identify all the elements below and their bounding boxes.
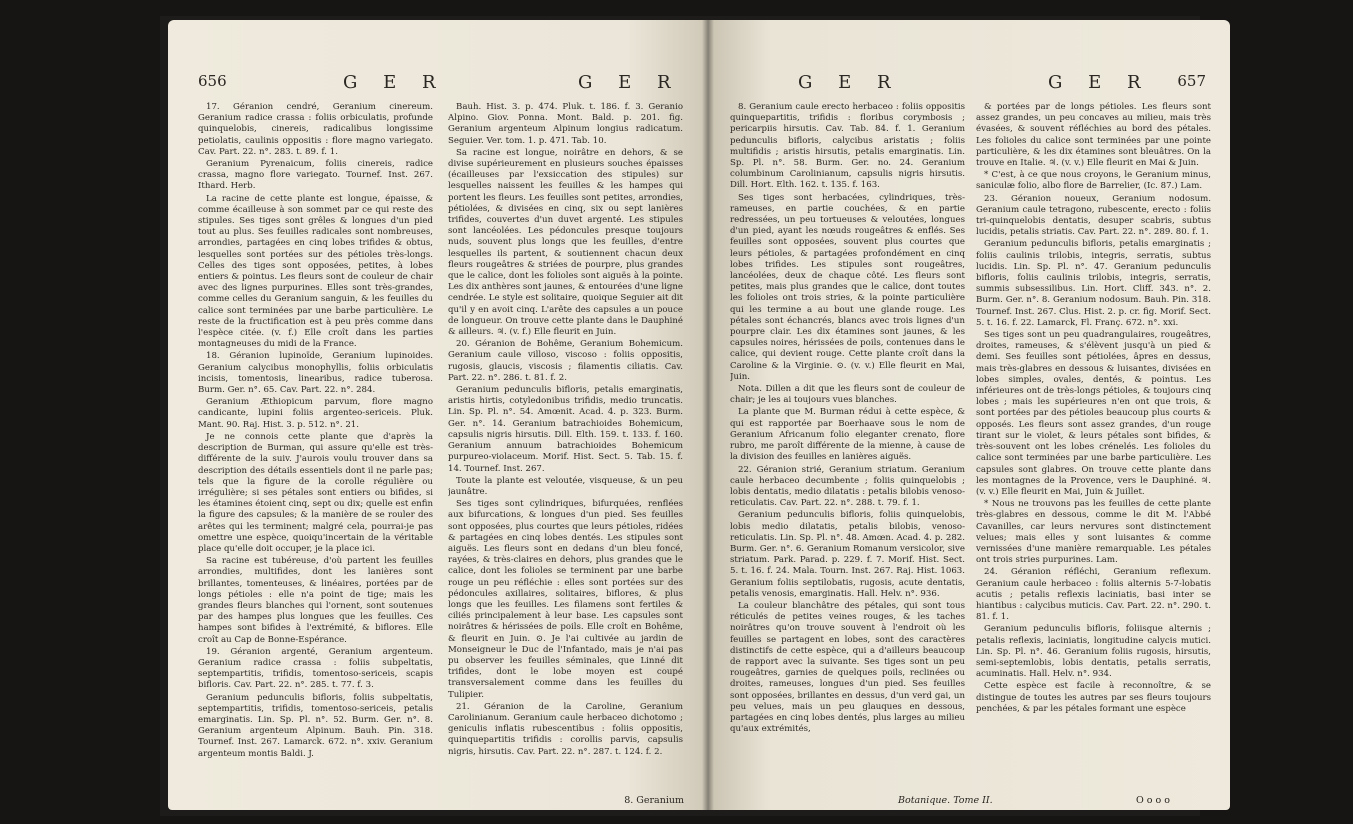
paragraph: Ses tiges sont cylindriques, bifurquées, renflées aux bifurcations, & longues d'un pied. Ses feuilles sont opposées, plus courtes que leurs pétioles, ridées & partagées en cinq lobes dentés. Les stipules sont aiguës. Les fleurs sont en dedans d'un bleu foncé, rayées, & très-claires en dehors, plus grandes que le calice, dont les folioles se terminent par une barbe rouge un peu réfléchie : elles sont portées sur des pédoncules axillaires, solitaires, biflores, & plus longs que les feuilles. Les filamens sont fertiles & ciliés principalement à leur base. Les capsules sont noirâtres & hérissées de poils. Elle croît en Bohême, & fleurit en Juin. ⊙. Je l'ai cultivée au jardin de Monseigneur le Duc de l'Infantado, mais je n'ai pas pu observer les feuilles séminales, que Linné dit trifides, dont le lobe moyen est coupé transversalement comme dans les feuilles du Tulipier. xyxy=(448,499,683,700)
text-column-1 xyxy=(730,102,965,792)
left-page xyxy=(168,20,708,810)
paragraph: 20. Géranion de Bohême, Geranium Bohemicum. Geranium caule villoso, viscoso : foliis oppositis, rugosis, glaucis, viscosis ; filamentis ciliatis. Cav. Part. 22. n°. 286. t. 81. f. 2. xyxy=(448,339,683,383)
right-page-header xyxy=(708,72,1230,100)
paragraph: Ses tiges sont un peu quadrangulaires, rougeâtres, droites, rameuses, & s'élèvent jusqu'à un pied & demi. Ses feuilles sont pétiolées, âpres en dessus, mais très-glabres en dessous & luisantes, divisées en lobes simples, ovales, dentés, & pointus. Les inférieures ont de très-longs pétioles, & toujours cinq lobes ; mais les supérieures n'en ont que trois, & sont portées par des pétioles beaucoup plus courts & opposés. Les fleurs sont assez grandes, d'un rouge tirant sur le violet, & leurs pétales sont bifides, & très-souvent ont les lobes crénelés. Les folioles du calice sont terminées par une barbe particulière. Les capsules sont glabres. On trouve cette plante dans les montagnes de la Provence, vers le Dauphiné. ♃. (v. v.) Elle fleurit en Mai, Juin & Juillet. xyxy=(976,330,1211,497)
text-column-1 xyxy=(198,102,433,792)
paragraph: * Nous ne trouvons pas les feuilles de cette plante très-glabres en dessous, comme le dit M. l'Abbé Cavanilles, car leurs nervures sont distinctement velues; mais elles y sont luisantes & comme vernissées d'une manière remarquable. Les pétales ont trois stries purpurines. Lam. xyxy=(976,499,1211,566)
paragraph: Geranium Æthiopicum parvum, flore magno candicante, lupini foliis argenteo-sericeis. Pluk. Mant. 90. Raj. Hist. 3. p. 512. n°. 21. xyxy=(198,397,433,430)
paragraph: 19. Géranion argenté, Geranium argenteum. Geranium radice crassa : foliis subpeltatis, septempartitis, trifidis, tomentoso-sericeis, scapis bifloris. Cav. Part. 22. n°. 285. t. 77. f. 3. xyxy=(198,646,433,691)
paragraph: 8. Geranium caule erecto herbaceo : foliis oppositis quinquepartitis, trifidis : floribus corymbosis ; pericarpiis hirsutis. Cav. Tab. 84. f. 1. Geranium pedunculis bifloris, calycibus aristatis ; foliis multifidis ; aristis hirsutis, petalis emarginatis. Lin. Sp. Pl. n°. 58. Burm. Ger. no. 24. Geranium columbinum Carolinianum, capsulis nigris hirsutis. Dill. Hort. Elth. 162. t. 135. f. 163. xyxy=(730,102,965,191)
paragraph: Geranium pedunculis bifloris, foliis subpeltatis, septempartitis, trifidis, tomentoso-sericeis, petalis emarginatis. Lin. Sp. Pl. n°. 52. Burm. Ger. n°. 8. Geranium argenteum Alpinum. Bauh. Pin. 318. Tournef. Inst. 267. Lamarck. 672. n°. xxiv. Geranium argenteum montis Baldi. J. xyxy=(198,692,433,759)
signature-mark: O o o o xyxy=(1135,795,1170,806)
running-head: G E R xyxy=(1048,72,1151,93)
paragraph: Bauh. Hist. 3. p. 474. Pluk. t. 186. f. 3. Geranio Alpino. Giov. Ponna. Mont. Bald. p. 201. fig. Geranium argenteum Alpinum longius radicatum. Seguier. Ver. tom. 1. p. 471. Tab. 10. xyxy=(448,102,683,146)
paragraph: Sa racine est longue, noirâtre en dehors, & se divise supérieurement en plusieurs souches épaisses (écailleuses par l'exsiccation des stipules) sur lesquelles naissent les feuilles & les hampes qui portent les fleurs. Les feuilles sont petites, arrondies, pétiolées, & divisées en cinq, six ou sept lanières trifides, couvertes d'un duvet argenté. Les stipules sont lancéolées. Les pédoncules presque toujours nuds, souvent plus longs que les feuilles, d'entre lesquelles ils partent, & soutiennent chacun deux fleurs rougeâtres & striées de pourpre, plus grandes que le calice, dont les folioles sont aiguës à la pointe. Les dix anthères sont jaunes, & entourées d'une ligne cendrée. Le style est solitaire, quoique Seguier ait dit qu'il y en avoit cinq. L'arête des capsules a un pouce de longueur. On trouve cette plante dans le Dauphiné & ailleurs. ♃. (v. f.) Elle fleurit en Juin. xyxy=(448,147,683,338)
text-column-2 xyxy=(448,102,683,792)
paragraph: La plante que M. Burman rédui à cette espèce, & qui est rapportée par Boerhaave sous le nom de Geranium Africanum folio eleganter crenato, flore rubro, me paroît différente de la mienne, à cause de la division des feuilles en lanières aiguës. xyxy=(730,407,965,463)
paragraph: 24. Géranion réfléchi, Geranium reflexum. Geranium caule herbaceo : foliis alternis 5-7-lobatis acutis ; petalis reflexis laciniatis, basi inter se hiantibus : calycibus muticis. Cav. Part. 22. n°. 290. t. 81. f. 1. xyxy=(976,567,1211,623)
right-page xyxy=(708,20,1230,810)
page-number: 657 xyxy=(1177,72,1206,90)
paragraph: La couleur blanchâtre des pétales, qui sont tous réticulés de petites veines rouges, & les taches noirâtres qu'on trouve souvent à l'endroit où les feuilles se partagent en lobes, sont des caractères distinctifs de cette espèce, qui a d'ailleurs beaucoup de rapport avec la suivante. Ses tiges sont un peu rougeâtres, garnies de quelques poils, reclinées ou droites, rameuses, longues d'un pied. Ses feuilles sont opposées, brillantes en dessus, d'un verd gai, un peu velues, mais un peu glauques en dessous, partagées en cinq lobes dentés, plus larges au milieu qu'aux extrémités, xyxy=(730,600,965,735)
running-head: G E R xyxy=(578,72,681,93)
paragraph: Sa racine est tubéreuse, d'où partent les feuilles arrondies, multifides, dont les lanières sont brillantes, tomenteuses, & linéaires, portées par de longs pétioles : elle n'a point de tige; mais les grandes fleurs blanches qui l'ornent, sont soutenues par des hampes plus longues que les feuilles. Ces hampes sont bifides à l'extrémité, & biflores. Elle croît au Cap de Bonne-Espérance. xyxy=(198,556,433,645)
left-page-text xyxy=(198,102,690,792)
paragraph: Toute la plante est veloutée, visqueuse, & un peu jaunâtre. xyxy=(448,475,683,497)
page-footer: Botanique. Tome II. xyxy=(898,795,993,806)
paragraph: Nota. Dillen a dit que les fleurs sont de couleur de chair; je les ai toujours vues blanches. xyxy=(730,384,965,406)
paragraph: 18. Géranion lupinoïde, Geranium lupinoides. Geranium calycibus monophyllis, foliis orbiculatis incisis, tomentosis, linearibus, radice tuberosa. Burm. Ger. n°. 65. Cav. Part. 22. n°. 284. xyxy=(198,351,433,396)
paragraph: & portées par de longs pétioles. Les fleurs sont assez grandes, un peu concaves au milieu, mais très évasées, & souvent réfléchies au bord des pétales. Les folioles du calice sont terminées par une pointe particulière, & les dix étamines sont bleuâtres. On la trouve en Italie. ♃. (v. v.) Elle fleurit en Mai & Juin. xyxy=(976,102,1211,169)
page-number: 656 xyxy=(198,72,227,90)
paragraph: Je ne connois cette plante que d'après la description de Burman, qui assure qu'elle est très-différente de la suiv. J'aurois voulu trouver dans sa description des détails essentiels dont il ne parle pas; tels que la figure de la corolle régulière ou irrégulière; si ses pétales sont entiers ou bifides, si les étamines étoient cinq, sept ou dix; quelle est enfin la figure des capsules; & la manière de se rouler des arêtes qui les terminent; malgré cela, pourrai-je pas omettre une espèce, quoiqu'incertain de la véritable place qu'elle doit occuper, je la place ici. xyxy=(198,431,433,554)
book-gutter xyxy=(702,20,714,810)
paragraph: 23. Géranion noueux, Geranium nodosum. Geranium caule tetragono, rubescente, erecto : foliis tri-quinquelobis dentatis, desuper scabris, subtus lucidis, petalis striatis. Cav. Part. 22. n°. 289. 80. f. 1. xyxy=(976,193,1211,238)
paragraph: Geranium Pyrenaicum, foliis cinereis, radice crassa, magno flore variegato. Tournef. Inst. 267. Ithard. Herb. xyxy=(198,159,433,192)
paragraph: Geranium pedunculis bifloris, foliisque alternis ; petalis reflexis, laciniatis, longitudine calycis mutici. Lin. Sp. Pl. n°. 46. Geranium foliis rugosis, hirsutis, semi-septemlobis, lobis dentatis, petalis serratis, acuminatis. Hall. Helv. n°. 934. xyxy=(976,624,1211,680)
paragraph: Geranium pedunculis bifloris, petalis emarginatis ; foliis caulinis trilobis, integris, serratis, subtus lucidis. Lin. Sp. Pl. n°. 47. Geranium pedunculis bifloris, foliis caulinis trilobis, integris, serratis, summis subsessilibus. Lin. Hort. Cliff. 343. n°. 2. Burm. Ger. n°. 8. Geranium nodosum. Bauh. Pin. 318. Tournef. Inst. 267. Clus. Hist. 2. p. cr. fig. Morif. Sect. 5. t. 16. f. 22. Lamarck, Fl. Franç. 672. n°. xxi. xyxy=(976,239,1211,328)
left-page-header xyxy=(168,72,708,100)
paragraph: 17. Géranion cendré, Geranium cinereum. Geranium radice crassa : foliis orbiculatis, profunde quinquelobis, cinereis, radicalibus longissime petiolatis, caulinis oppositis : flore magno variegato. Cav. Part. 22. n°. 283. t. 89. f. 1. xyxy=(198,102,433,157)
paragraph: La racine de cette plante est longue, épaisse, & comme écailleuse à son sommet par ce qui reste des stipules. Ses tiges sont grêles & longues d'un pied tout au plus. Ses feuilles radicales sont nombreuses, arrondies, partagées en cinq lobes trifides & obtus, lesquelles sont portées sur des pétioles très-longs. Celles des tiges sont opposées, petites, à lobes entiers & pointus. Les fleurs sont de couleur de chair avec des lignes purpurines. Elles sont très-grandes, comme celles du Geranium sanguin, & les feuilles du calice sont terminées par une barbe particulière. Le reste de la fructification est à peu près comme dans l'espèce citée. (v. f.) Elle croît dans les parties montagneuses du midi de la France. xyxy=(198,193,433,350)
running-head: G E R xyxy=(343,72,446,93)
paragraph: Ses tiges sont herbacées, cylindriques, très-rameuses, en partie couchées, & en partie redressées, un peu tortueuses & veloutées, longues d'un pied, ayant les nœuds rougeâtres & enflés. Ses feuilles sont opposées, souvent plus courtes que leurs pétioles, & partagées profondément en cinq lobes trifides. Les stipules sont rougeâtres, lancéolées, deux de chaque côté. Les fleurs sont petites, mais plus grandes que le calice, dont toutes les folioles ont trois stries, & la pointe particulière qui les termine a au bout une glande rouge. Les pétales sont échancrés, blancs avec trois lignes d'un pourpre clair. Les dix étamines sont jaunes, & les capsules noires, hérissées de poils, contenues dans le calice, qui devient rouge. Cette plante croît dans la Caroline & la Virginie. ⊙. (v. v.) Elle fleurit en Mai, Juin. xyxy=(730,192,965,382)
right-page-text xyxy=(730,102,1211,792)
paragraph: 22. Géranion strié, Geranium striatum. Geranium caule herbaceo decumbente ; foliis quinquelobis ; lobis dentatis, medio dilatatis : petalis bilobis venoso-reticulatis. Cav. Part. 22. n°. 288. t. 79. f. 1. xyxy=(730,464,965,509)
text-column-2 xyxy=(976,102,1211,792)
catchword: 8. Geranium xyxy=(624,795,684,806)
paragraph: Geranium pedunculis bifloris, petalis emarginatis, aristis hirtis, cotyledonibus trifidis, medio truncatis. Lin. Sp. Pl. n°. 54. Amœnit. Acad. 4. p. 323. Burm. Ger. n°. 14. Geranium batrachioides Bohemicum, capsulis nigris hirsutis. Dill. Elth. 159. t. 133. f. 160. Geranium annuum batrachioides Bohemicum purpureo-violaceum. Morif. Hist. Sect. 5. Tab. 15. f. 14. Tournef. Inst. 267. xyxy=(448,385,683,474)
running-head: G E R xyxy=(798,72,901,93)
paragraph: * C'est, à ce que nous croyons, le Geranium minus, saniculæ folio, albo flore de Barrelier, (Ic. 87.) Lam. xyxy=(976,170,1211,192)
paragraph: 21. Géranion de la Caroline, Geranium Carolinianum. Geranium caule herbaceo dichotomo ; geniculis inflatis rubescentibus : foliis oppositis, quinquepartitis trifidis : corollis parvis, capsulis nigris, hirsutis. Cav. Part. 22. n°. 287. t. 124. f. 2. xyxy=(448,701,683,757)
paragraph: Geranium pedunculis bifloris, foliis quinquelobis, lobis medio dilatatis, petalis bilobis, venoso-reticulatis. Lin. Sp. Pl. n°. 48. Amœn. Acad. 4. p. 282. Burm. Ger. n°. 6. Geranium Romanum versicolor, sive striatum. Park. Parad. p. 229. f. 7. Morif. Hist. Sect. 5. t. 16. f. 24. Mala. Tourn. Inst. 267. Raj. Hist. 1063. Geranium foliis septilobatis, rugosis, acute dentatis, petalis venosis, emarginatis. Hall. Helv. n°. 936. xyxy=(730,510,965,599)
paragraph: Cette espèce est facile à reconnoître, & se distingue de toutes les autres par ses fleurs toujours penchées, & par les pétales formant une espèce xyxy=(976,681,1211,714)
